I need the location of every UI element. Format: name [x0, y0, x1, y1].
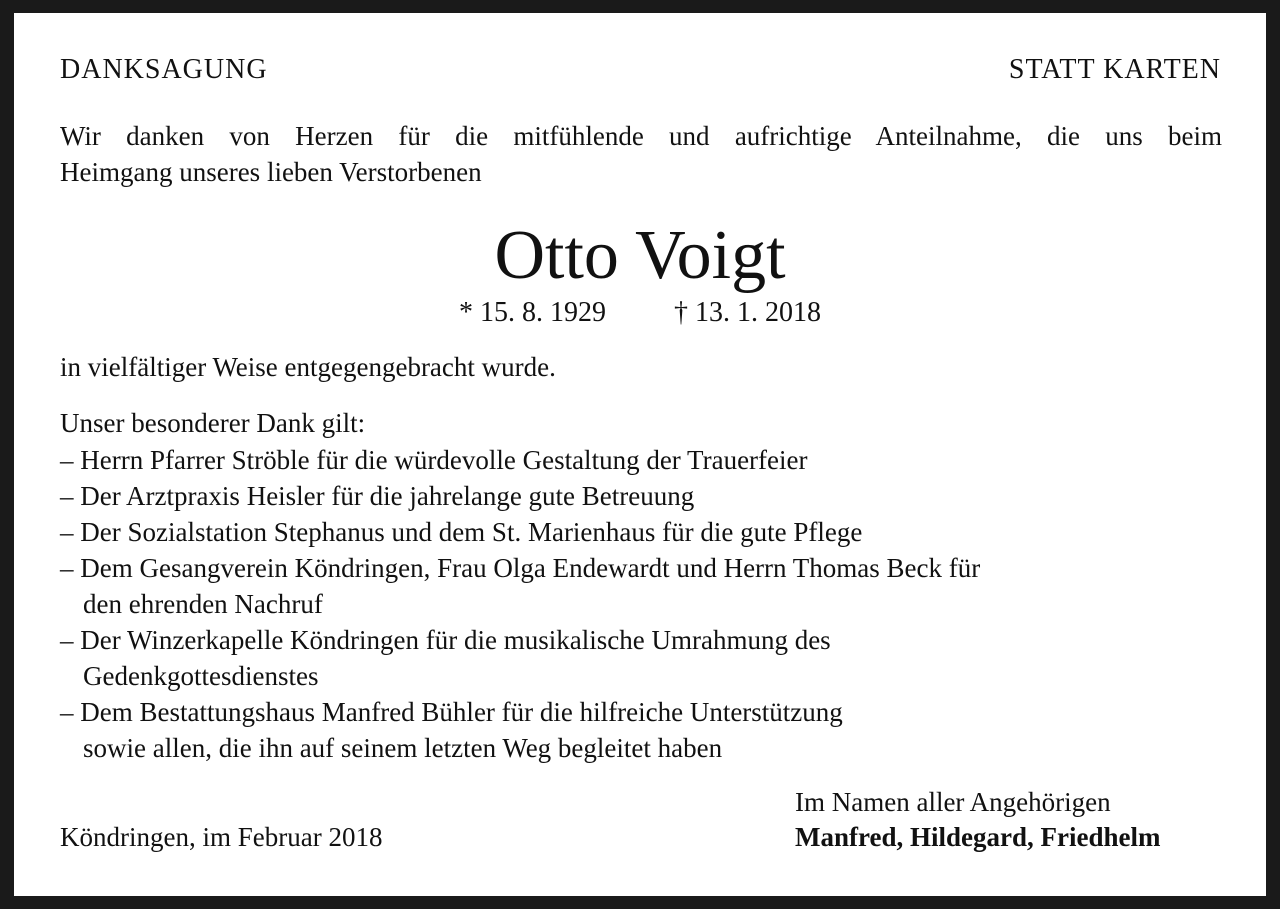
- place-and-date: Köndringen, im Februar 2018: [60, 822, 383, 852]
- continuation-text: in vielfältiger Weise entgegengebracht wurde.: [60, 352, 556, 382]
- deceased-name: Otto Voigt: [494, 217, 786, 294]
- thanks-item-continuation: Gedenkgottesdienstes: [83, 661, 319, 691]
- signoff-text: Im Namen aller Angehörigen: [795, 787, 1111, 817]
- thanks-item: – Der Winzerkapelle Köndringen für die musikalische Umrahmung des: [60, 625, 831, 655]
- death-date: † 13. 1. 2018: [674, 297, 821, 328]
- thanks-item: – Dem Bestattungshaus Manfred Bühler für die hilfreiche Unterstützung: [60, 697, 843, 727]
- intro-line-1: Wir danken von Herzen für die mitfühlende und aufrichtige Anteilnahme, die uns beim: [60, 121, 1222, 151]
- thanks-intro: Unser besonderer Dank gilt:: [60, 408, 366, 438]
- thanks-item: – Der Arztpraxis Heisler für die jahrelange gute Betreuung: [60, 481, 695, 511]
- thanks-item-continuation: sowie allen, die ihn auf seinem letzten Weg begleitet haben: [83, 733, 723, 763]
- signers-names: Manfred, Hildegard, Friedhelm: [795, 822, 1161, 852]
- heading-statt-karten: STATT KARTEN: [1008, 54, 1221, 85]
- thanks-item: – Herrn Pfarrer Ströble für die würdevolle Gestaltung der Trauerfeier: [60, 445, 808, 475]
- thanks-item-continuation: den ehrenden Nachruf: [83, 589, 323, 619]
- intro-line-2: Heimgang unseres lieben Verstorbenen: [60, 157, 482, 187]
- life-dates: [0, 296, 1280, 330]
- heading-danksagung: DANKSAGUNG: [60, 54, 268, 85]
- thanks-item: – Dem Gesangverein Köndringen, Frau Olga Endewardt und Herrn Thomas Beck für: [60, 553, 981, 583]
- thanks-item: – Der Sozialstation Stephanus und dem St. Marienhaus für die gute Pflege: [60, 517, 863, 547]
- birth-date: * 15. 8. 1929: [459, 297, 606, 328]
